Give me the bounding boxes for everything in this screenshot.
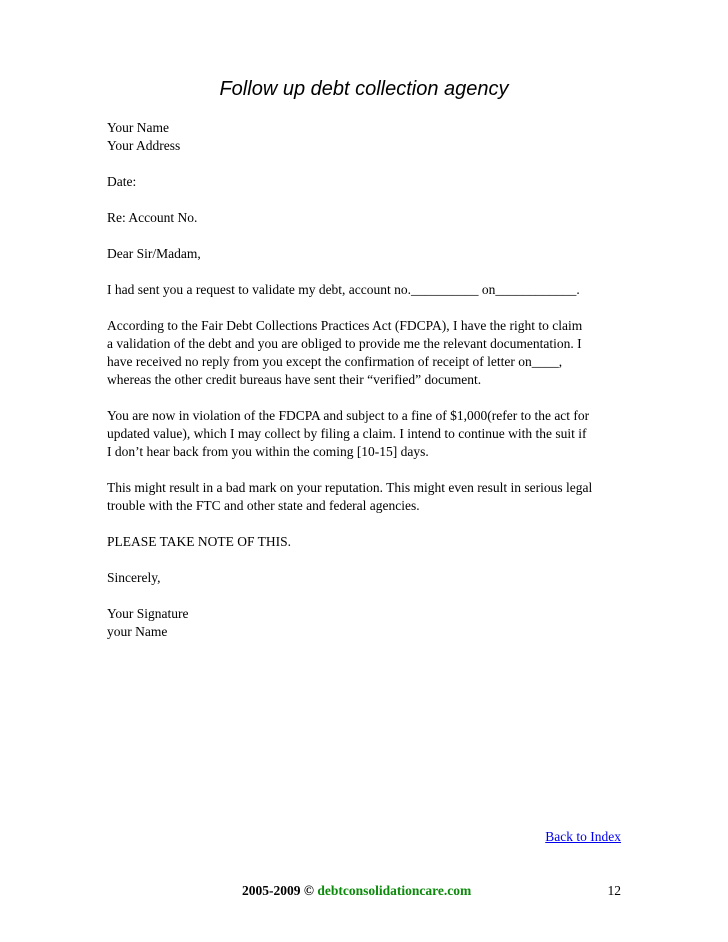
paragraph-line: have received no reply from you except the confirmation of receipt of letter on____, [107,354,563,369]
paragraph-line: I don’t hear back from you within the coming [10-15] days. [107,444,429,459]
sender-block [107,119,621,155]
paragraph-line: whereas the other credit bureaus have sent their “verified” document. [107,372,482,387]
footer-credit [242,882,471,900]
signature-block [107,605,621,641]
signature-name: your Name [107,624,168,639]
paragraph-request: I had sent you a request to validate my debt, account no.__________ on____________. [107,282,580,297]
paragraph-reputation [107,479,621,515]
paragraph-line: trouble with the FTC and other state and federal agencies. [107,498,420,513]
paragraph-line: This might result in a bad mark on your reputation. This might even result in serious legal [107,480,593,495]
letter-body [107,119,621,659]
paragraph-line: a validation of the debt and you are obliged to provide me the relevant documentation. I [107,336,582,351]
notice-line: PLEASE TAKE NOTE OF THIS. [107,534,292,549]
closing: Sincerely, [107,570,161,585]
salutation: Dear Sir/Madam, [107,246,201,261]
signature: Your Signature [107,606,189,621]
re-line: Re: Account No. [107,210,198,225]
paragraph-violation [107,407,621,461]
back-to-index-link[interactable]: Back to Index [545,829,621,844]
sender-name: Your Name [107,120,170,135]
page-number: 12 [607,883,621,898]
paragraph-line: You are now in violation of the FDCPA and subject to a fine of $1,000(refer to the act for [107,408,590,423]
footer-site-link[interactable]: debtconsolidationcare.com [317,883,472,898]
date-line: Date: [107,174,137,189]
paragraph-fdcpa [107,317,621,389]
document-title: Follow up debt collection agency [219,78,509,100]
sender-address: Your Address [107,138,181,153]
paragraph-line: updated value), which I may collect by filing a claim. I intend to continue with the suit if [107,426,587,441]
paragraph-line: According to the Fair Debt Collections Practices Act (FDCPA), I have the right to claim [107,318,583,333]
footer-copyright: 2005-2009 © [242,883,318,898]
